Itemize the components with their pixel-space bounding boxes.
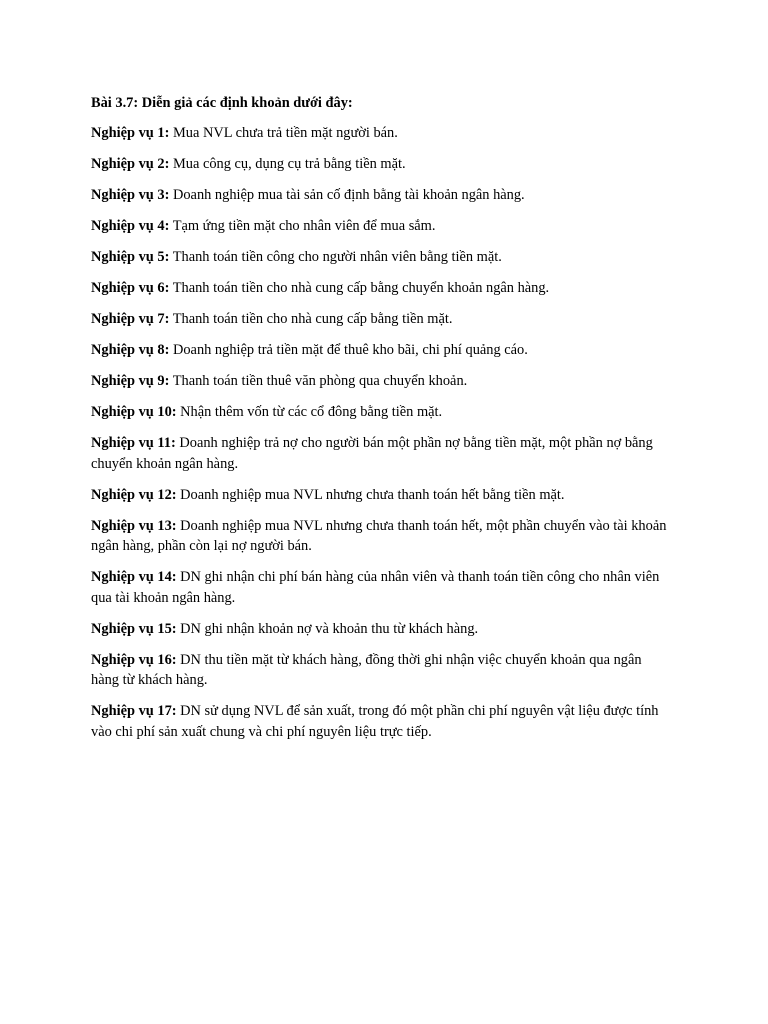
item-label: Nghiệp vụ 9: [91, 373, 170, 389]
list-item [91, 278, 673, 299]
item-label: Nghiệp vụ 5: [91, 249, 170, 265]
list-item [91, 701, 673, 742]
document-page [91, 93, 673, 753]
item-label: Nghiệp vụ 4: [91, 218, 170, 234]
list-item [91, 340, 673, 361]
list-item [91, 567, 673, 608]
item-text: Tạm ứng tiền mặt cho nhân viên để mua sắm. [169, 218, 436, 234]
item-text: Doanh nghiệp mua tài sản cố định bằng tài khoản ngân hàng. [169, 187, 525, 203]
item-text: Nhận thêm vốn từ các cổ đông bằng tiền mặt. [176, 404, 443, 420]
item-label: Nghiệp vụ 17: [91, 703, 177, 719]
item-text: Doanh nghiệp trả tiền mặt để thuê kho bãi, chi phí quảng cáo. [169, 342, 528, 358]
list-item [91, 216, 673, 237]
item-label: Nghiệp vụ 1: [91, 125, 170, 141]
item-text: DN ghi nhận khoản nợ và khoản thu từ khách hàng. [176, 620, 479, 637]
item-label: Nghiệp vụ 13: [91, 517, 177, 534]
exercise-title: Bài 3.7: Diễn giả các định khoản dưới đây: [91, 95, 353, 111]
item-label: Nghiệp vụ 7: [91, 311, 170, 327]
item-label: Nghiệp vụ 10: [91, 404, 177, 420]
item-text: Thanh toán tiền cho nhà cung cấp bằng tiền mặt. [169, 311, 453, 327]
item-label: Nghiệp vụ 3: [91, 187, 170, 203]
item-label: Nghiệp vụ 14: [91, 569, 177, 585]
item-label: Nghiệp vụ 11: [91, 435, 176, 451]
item-text: Thanh toán tiền cho nhà cung cấp bằng chuyển khoản ngân hàng. [169, 280, 550, 296]
list-item [91, 650, 673, 691]
item-text: Thanh toán tiền thuê văn phòng qua chuyển khoản. [169, 373, 468, 389]
item-text: Doanh nghiệp mua NVL nhưng chưa thanh toán hết, một phần chuyển vào tài khoản ngân hàng, phần còn lại nợ người bán. [91, 517, 667, 554]
item-text: Doanh nghiệp mua NVL nhưng chưa thanh toán hết bằng tiền mặt. [176, 486, 565, 503]
item-label: Nghiệp vụ 16: [91, 651, 177, 668]
list-item [91, 433, 673, 474]
item-text: DN sử dụng NVL để sản xuất, trong đó một phần chi phí nguyên vật liệu được tính vào chi phí sản xuất chung và chi phí nguyên liệu trực tiếp. [91, 703, 659, 740]
list-item [91, 123, 673, 144]
item-label: Nghiệp vụ 2: [91, 156, 170, 172]
item-label: Nghiệp vụ 6: [91, 280, 170, 296]
list-item [91, 619, 673, 640]
item-text: Doanh nghiệp trả nợ cho người bán một phần nợ bằng tiền mặt, một phần nợ bằng chuyển khoản ngân hàng. [91, 435, 653, 472]
list-item [91, 154, 673, 175]
item-label: Nghiệp vụ 15: [91, 620, 177, 637]
item-label: Nghiệp vụ 8: [91, 342, 170, 358]
list-item [91, 485, 673, 506]
list-item [91, 247, 673, 268]
list-item [91, 516, 673, 557]
list-item [91, 371, 673, 392]
list-item [91, 402, 673, 423]
list-item [91, 309, 673, 330]
item-label: Nghiệp vụ 12: [91, 486, 177, 503]
item-text: Thanh toán tiền công cho người nhân viên bằng tiền mặt. [169, 249, 502, 265]
list-item [91, 185, 673, 206]
item-text: Mua NVL chưa trả tiền mặt người bán. [169, 125, 398, 141]
item-text: Mua công cụ, dụng cụ trả bằng tiền mặt. [169, 156, 406, 172]
item-text: DN ghi nhận chi phí bán hàng của nhân viên và thanh toán tiền công cho nhân viên qua tài khoản ngân hàng. [91, 569, 660, 606]
item-text: DN thu tiền mặt từ khách hàng, đồng thời ghi nhận việc chuyển khoản qua ngân hàng từ khách hàng. [91, 651, 642, 688]
